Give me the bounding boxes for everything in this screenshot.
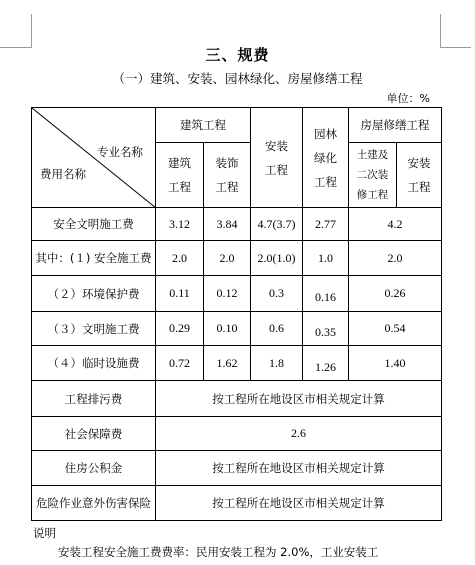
cell-install: 0.6 — [251, 312, 303, 346]
table-row — [32, 241, 442, 276]
row-label: （２）环境保护费 — [32, 276, 156, 312]
cell-repair: 0.26 — [349, 276, 442, 312]
cell-building: 2.0 — [156, 241, 204, 276]
cell-install: 2.0(1.0) — [251, 241, 303, 276]
cell-span-value: 2.6 — [156, 417, 442, 451]
header-repair-install: 安装 工程 — [397, 143, 442, 208]
header-building: 建筑 工程 — [156, 143, 204, 208]
cell-building: 0.29 — [156, 312, 204, 346]
table-row — [32, 276, 442, 312]
table-row — [32, 486, 442, 521]
header-install: 安装 工程 — [251, 108, 303, 208]
cell-install: 1.8 — [251, 346, 303, 381]
cell-garden: 1.0 — [303, 241, 349, 276]
cell-garden: 0.16 — [303, 276, 349, 312]
table-row — [32, 381, 442, 417]
cell-building: 3.12 — [156, 208, 204, 241]
cell-decoration: 2.0 — [204, 241, 251, 276]
cell-repair: 4.2 — [349, 208, 442, 241]
header-row-1 — [32, 108, 442, 143]
cell-repair: 2.0 — [349, 241, 442, 276]
header-profession: 专业名称 — [97, 145, 143, 159]
cell-decoration: 0.12 — [204, 276, 251, 312]
header-repair-group: 房屋修缮工程 — [349, 108, 442, 143]
row-label: （４）临时设施费 — [32, 346, 156, 381]
cell-decoration: 3.84 — [204, 208, 251, 241]
table-row — [32, 417, 442, 451]
fee-rate-table — [31, 107, 442, 521]
cell-span-value: 按工程所在地设区市相关规定计算 — [156, 486, 442, 521]
notes-text: 安装工程安全施工费费率：民用安装工程为 2.0%，工业安装工 — [58, 545, 379, 559]
cell-garden: 1.26 — [303, 346, 349, 381]
header-garden: 园林 绿化 工程 — [303, 108, 349, 208]
cell-install: 0.3 — [251, 276, 303, 312]
row-label: 住房公积金 — [32, 451, 156, 486]
table-row — [32, 208, 442, 241]
row-label: 危险作业意外伤害保险 — [32, 486, 156, 521]
header-fee-name: 费用名称 — [40, 167, 86, 181]
section-subtitle: （一）建筑、安装、园林绿化、房屋修缮工程 — [112, 71, 363, 86]
table-row — [32, 451, 442, 486]
cell-garden: 0.35 — [303, 312, 349, 346]
section-title: 三、规费 — [205, 46, 270, 64]
table-row — [32, 346, 442, 381]
cell-building: 0.72 — [156, 346, 204, 381]
cell-repair: 0.54 — [349, 312, 442, 346]
cell-repair: 1.40 — [349, 346, 442, 381]
row-label: （３）文明施工费 — [32, 312, 156, 346]
cell-decoration: 0.10 — [204, 312, 251, 346]
row-label: 其中：(１) 安全施工费 — [32, 241, 156, 276]
notes-label: 说明 — [33, 526, 56, 540]
row-label: 安全文明施工费 — [32, 208, 156, 241]
header-civil: 土建及 二次装 修工程 — [349, 143, 397, 208]
page-corner-mark-left — [0, 14, 32, 48]
cell-garden: 2.77 — [303, 208, 349, 241]
cell-building: 0.11 — [156, 276, 204, 312]
cell-install: 4.7(3.7) — [251, 208, 303, 241]
page-corner-mark-right — [440, 14, 471, 48]
header-decoration: 装饰 工程 — [204, 143, 251, 208]
cell-span-value: 按工程所在地设区市相关规定计算 — [156, 381, 442, 417]
diagonal-header-cell — [32, 108, 156, 208]
table-row — [32, 312, 442, 346]
row-label: 工程排污费 — [32, 381, 156, 417]
cell-decoration: 1.62 — [204, 346, 251, 381]
cell-span-value: 按工程所在地设区市相关规定计算 — [156, 451, 442, 486]
unit-label: 单位：% — [386, 92, 430, 105]
row-label: 社会保障费 — [32, 417, 156, 451]
header-building-group: 建筑工程 — [156, 108, 251, 143]
